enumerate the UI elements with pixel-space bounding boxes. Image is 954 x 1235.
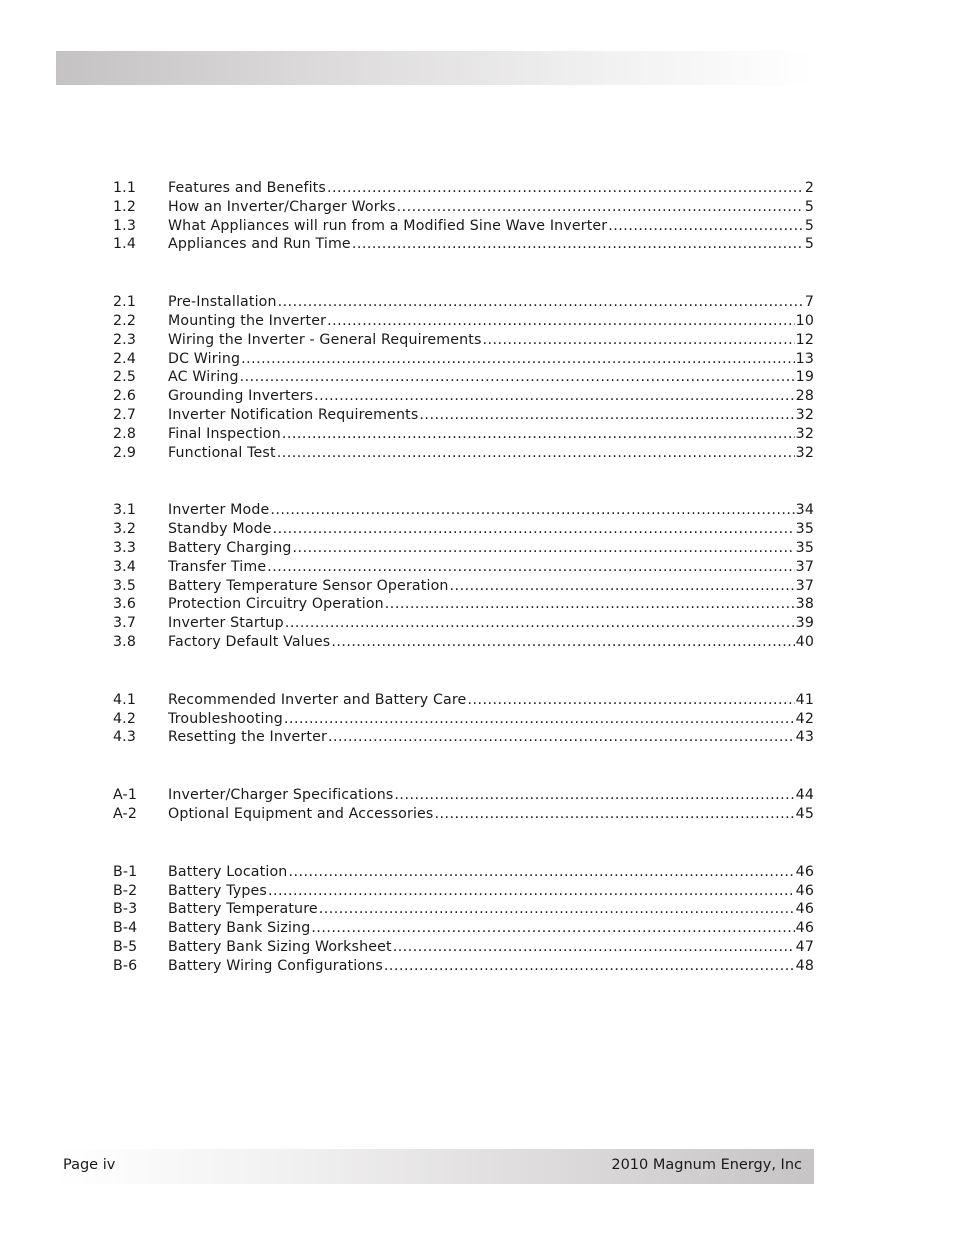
dot-leader (419, 406, 794, 425)
toc-entry[interactable] (113, 633, 814, 652)
toc-entry-title: Battery Temperature (168, 901, 318, 918)
toc-entry-page: 43 (795, 729, 814, 746)
toc-entry-title: Features and Benefits (168, 180, 326, 196)
toc-entry[interactable] (113, 520, 814, 539)
toc-entry-number: B-5 (113, 938, 138, 955)
toc-entry[interactable] (113, 406, 814, 425)
toc-entry-page: 2 (804, 180, 814, 196)
copyright-text: 2010 Magnum Energy, Inc (611, 1157, 802, 1173)
toc-entry[interactable] (113, 331, 814, 350)
table-of-contents (113, 179, 814, 1015)
header-bar (56, 51, 814, 85)
dot-leader (394, 786, 794, 805)
dot-leader (352, 235, 804, 254)
toc-entry-number: 1.2 (113, 198, 137, 215)
toc-entry-title: Factory Default Values (168, 633, 331, 650)
dot-leader (268, 882, 795, 901)
toc-entry[interactable] (113, 900, 814, 919)
toc-entry-number: B-1 (113, 863, 138, 880)
toc-entry-number: 1.3 (113, 217, 137, 234)
dot-leader (270, 501, 794, 520)
toc-entry-number: 2.3 (113, 331, 137, 348)
toc-entry-title: Inverter Startup (168, 615, 284, 632)
toc-entry-page: 32 (795, 425, 814, 442)
toc-entry-number: A-2 (113, 805, 137, 822)
toc-entry-title: Wiring the Inverter - General Requirements (168, 331, 482, 348)
toc-entry-page: 7 (804, 294, 814, 311)
toc-section (113, 501, 814, 651)
toc-entry-number: 4.3 (113, 729, 137, 746)
dot-leader (482, 331, 794, 350)
toc-entry-number: 2.2 (113, 312, 137, 329)
toc-entry-number: 4.1 (113, 691, 137, 708)
toc-entry-number: 2.6 (113, 388, 137, 405)
dot-leader (397, 198, 804, 217)
toc-entry-number: 2.5 (113, 369, 137, 386)
page-number: Page iv (63, 1157, 116, 1173)
toc-entry[interactable] (113, 198, 814, 217)
toc-entry[interactable] (113, 425, 814, 444)
toc-entry-title: Inverter/Charger Specifications (168, 787, 394, 804)
toc-section (113, 293, 814, 462)
toc-entry-page: 40 (795, 633, 814, 650)
toc-entry-title: Inverter Mode (168, 502, 270, 519)
toc-entry[interactable] (113, 444, 814, 463)
toc-entry[interactable] (113, 882, 814, 901)
toc-entry-title: Mounting the Inverter (168, 312, 327, 329)
toc-entry-page: 46 (795, 920, 814, 937)
toc-section (113, 863, 814, 976)
toc-entry-title: Standby Mode (168, 521, 272, 538)
toc-entry-title: Battery Charging (168, 539, 292, 556)
toc-entry-page: 32 (795, 444, 814, 461)
toc-entry-number: B-6 (113, 957, 138, 974)
dot-leader (293, 539, 795, 558)
toc-entry[interactable] (113, 558, 814, 577)
toc-entry-number: 1.4 (113, 236, 137, 253)
toc-entry-page: 39 (795, 615, 814, 632)
dot-leader (282, 425, 795, 444)
toc-entry[interactable] (113, 293, 814, 312)
toc-entry-title: What Appliances will run from a Modified Sine Wave Inverter (168, 217, 608, 234)
dot-leader (319, 900, 795, 919)
toc-entry-number: 1.1 (113, 180, 137, 196)
dot-leader (314, 387, 795, 406)
toc-entry-number: 3.4 (113, 558, 137, 575)
toc-entry-number: 3.5 (113, 577, 137, 594)
toc-entry-page: 13 (795, 350, 814, 367)
dot-leader (385, 595, 795, 614)
toc-entry[interactable] (113, 179, 814, 198)
toc-entry[interactable] (113, 938, 814, 957)
toc-entry-number: 2.9 (113, 444, 137, 461)
toc-entry[interactable] (113, 863, 814, 882)
toc-entry-page: 10 (795, 312, 814, 329)
toc-entry-page: 37 (795, 558, 814, 575)
dot-leader (608, 217, 804, 236)
toc-entry-page: 44 (795, 787, 814, 804)
toc-entry-number: 2.8 (113, 425, 137, 442)
toc-entry-title: Battery Bank Sizing Worksheet (168, 938, 392, 955)
toc-entry-title: Troubleshooting (168, 710, 283, 727)
toc-entry-page: 46 (795, 863, 814, 880)
toc-entry[interactable] (113, 312, 814, 331)
toc-entry[interactable] (113, 728, 814, 747)
toc-entry-number: 3.1 (113, 502, 137, 519)
toc-entry[interactable] (113, 217, 814, 236)
toc-entry-page: 37 (795, 577, 814, 594)
dot-leader (240, 368, 795, 387)
toc-entry-page: 42 (795, 710, 814, 727)
toc-entry-title: Optional Equipment and Accessories (168, 805, 434, 822)
toc-entry-title: Battery Types (168, 882, 267, 899)
toc-entry-page: 48 (795, 957, 814, 974)
dot-leader (327, 179, 804, 198)
toc-entry-number: 3.2 (113, 521, 137, 538)
dot-leader (241, 350, 795, 369)
dot-leader (311, 919, 794, 938)
toc-entry-title: Final Inspection (168, 425, 281, 442)
toc-entry-page: 47 (795, 938, 814, 955)
toc-section (113, 179, 814, 254)
toc-entry-title: Grounding Inverters (168, 388, 314, 405)
toc-entry-title: Battery Location (168, 863, 288, 880)
toc-entry-number: 2.4 (113, 350, 137, 367)
toc-entry[interactable] (113, 919, 814, 938)
toc-entry-title: Protection Circuitry Operation (168, 596, 384, 613)
toc-entry[interactable] (113, 235, 814, 254)
toc-entry-title: Battery Wiring Configurations (168, 957, 383, 974)
toc-entry-title: Recommended Inverter and Battery Care (168, 691, 467, 708)
toc-entry[interactable] (113, 539, 814, 558)
toc-entry-title: Appliances and Run Time (168, 236, 351, 253)
toc-entry-title: Resetting the Inverter (168, 729, 327, 746)
toc-entry-page: 46 (795, 882, 814, 899)
toc-entry-page: 38 (795, 596, 814, 613)
dot-leader (434, 805, 794, 824)
toc-section (113, 786, 814, 824)
toc-entry-page: 32 (795, 406, 814, 423)
dot-leader (327, 312, 795, 331)
dot-leader (331, 633, 794, 652)
dot-leader (277, 444, 795, 463)
toc-entry[interactable] (113, 786, 814, 805)
toc-entry[interactable] (113, 805, 814, 824)
toc-section (113, 691, 814, 747)
toc-entry-number: A-1 (113, 787, 137, 804)
toc-entry-page: 5 (804, 198, 814, 215)
toc-entry-page: 46 (795, 901, 814, 918)
toc-entry-page: 5 (804, 217, 814, 234)
toc-entry-title: Pre-Installation (168, 294, 277, 311)
toc-entry-page: 19 (795, 369, 814, 386)
toc-entry-title: Functional Test (168, 444, 276, 461)
toc-entry-title: DC Wiring (168, 350, 241, 367)
toc-entry-page: 34 (795, 502, 814, 519)
toc-entry-number: 3.3 (113, 539, 137, 556)
toc-entry[interactable] (113, 691, 814, 710)
toc-entry-title: Battery Bank Sizing (168, 920, 311, 937)
toc-entry-page: 35 (795, 539, 814, 556)
toc-entry-number: 2.1 (113, 294, 137, 311)
dot-leader (467, 691, 794, 710)
toc-entry-title: Transfer Time (168, 558, 267, 575)
toc-entry[interactable] (113, 577, 814, 596)
toc-entry-number: B-2 (113, 882, 138, 899)
dot-leader (273, 520, 795, 539)
toc-entry-title: Battery Temperature Sensor Operation (168, 577, 449, 594)
toc-entry[interactable] (113, 614, 814, 633)
toc-entry-page: 5 (804, 236, 814, 253)
toc-entry[interactable] (113, 501, 814, 520)
toc-entry-page: 28 (795, 388, 814, 405)
toc-entry[interactable] (113, 387, 814, 406)
toc-entry-page: 35 (795, 521, 814, 538)
toc-entry-number: B-3 (113, 901, 138, 918)
toc-entry[interactable] (113, 710, 814, 729)
toc-entry-page: 12 (795, 331, 814, 348)
footer-bar (56, 1149, 814, 1184)
dot-leader (278, 293, 804, 312)
dot-leader (267, 558, 794, 577)
toc-entry-title: Inverter Notification Requirements (168, 406, 419, 423)
dot-leader (450, 577, 795, 596)
toc-entry-page: 45 (795, 805, 814, 822)
dot-leader (285, 614, 795, 633)
toc-entry-number: 3.6 (113, 596, 137, 613)
toc-entry-page: 41 (795, 691, 814, 708)
dot-leader (393, 938, 795, 957)
toc-entry[interactable] (113, 350, 814, 369)
toc-entry-number: 3.8 (113, 633, 137, 650)
toc-entry-number: 4.2 (113, 710, 137, 727)
toc-entry[interactable] (113, 595, 814, 614)
toc-entry-number: 2.7 (113, 406, 137, 423)
toc-entry-title: AC Wiring (168, 369, 239, 386)
dot-leader (384, 957, 795, 976)
toc-entry[interactable] (113, 368, 814, 387)
dot-leader (288, 863, 794, 882)
toc-entry-number: 3.7 (113, 615, 137, 632)
toc-entry[interactable] (113, 957, 814, 976)
dot-leader (284, 710, 795, 729)
toc-entry-number: B-4 (113, 920, 138, 937)
toc-entry-title: How an Inverter/Charger Works (168, 198, 396, 215)
dot-leader (328, 728, 795, 747)
